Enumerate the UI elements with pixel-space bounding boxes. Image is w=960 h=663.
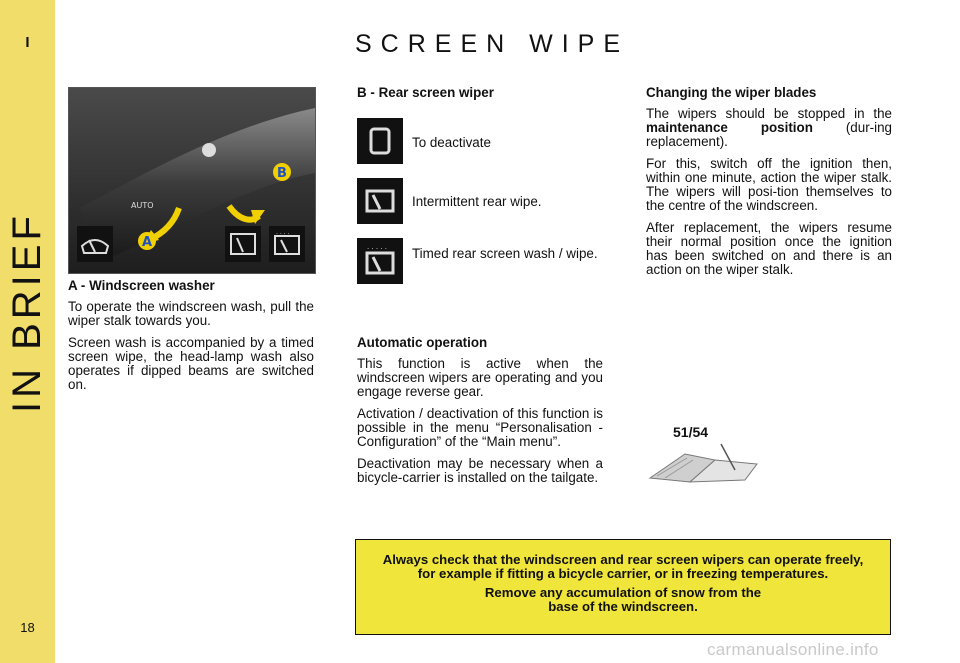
changing-blades-text-3: After replacement, the wipers resume their normal position once the ignition has been switched on and there is an action on the wiper stalk. [646, 220, 892, 277]
rear-wash-symbol-icon [269, 226, 305, 262]
rear-wiper-off-row [357, 118, 607, 166]
rear-wiper-wash-row [357, 238, 607, 286]
blades-text-post: (dur-ing replacement). [646, 120, 892, 149]
wiper-stalk-illustration [69, 88, 315, 273]
intermittent-wiper-icon [357, 178, 403, 224]
rear-wiper-heading: B - Rear screen wiper [357, 85, 494, 100]
windscreen-washer-section [68, 279, 314, 400]
warning-note-text-1: Always check that the windscreen and rear screen wipers can operate freely, for example if fitting a bicycle carrier, or in freezing temperatures. [382, 552, 864, 581]
stop-icon [357, 118, 403, 164]
automatic-operation-text-3: Deactivation may be necessary when a bicycle-carrier is installed on the tailgate. [357, 456, 603, 485]
rear-wiper-wash-text: Timed rear screen wash / wipe. [412, 246, 598, 261]
rear-wiper-intermittent-row [357, 178, 607, 226]
changing-blades-text-2: For this, switch off the ignition then, within one minute, action the wiper stalk. The wipers will posi-tion themselves to the centre of the windscreen. [646, 156, 892, 213]
watermark: carmanualsonline.info [707, 640, 879, 659]
wash-wiper-icon [357, 238, 403, 284]
page-title: SCREEN WIPE [355, 30, 630, 58]
windscreen-washer-text-2: Screen wash is accompanied by a timed screen wipe, the head-lamp wash also operates if dipped beams are switched on. [68, 335, 314, 392]
front-wash-symbol-icon [77, 226, 113, 262]
svg-text:. . . .: . . . . [276, 229, 290, 236]
open-book-icon [645, 440, 765, 485]
changing-blades-heading: Changing the wiper blades [646, 85, 817, 100]
page-reference: 51/54 [673, 424, 709, 440]
changing-blades-text-1 [646, 107, 892, 149]
maintenance-position-term: maintenance position [646, 120, 813, 135]
rear-wiper-section [357, 86, 607, 107]
rear-wiper-intermittent-text: Intermittent rear wipe. [412, 194, 542, 209]
svg-text:. . . . .: . . . . . [367, 243, 388, 251]
warning-note [355, 539, 891, 635]
automatic-operation-text-2: Activation / deactivation of this function is possible in the menu “Personalisation - Configuration” of the “Main menu”. [357, 406, 603, 449]
wiper-stalk-photo [68, 87, 316, 274]
sidebar [0, 0, 55, 663]
label-a: A [142, 235, 153, 250]
auto-label: AUTO [131, 201, 154, 210]
page-number: 18 [20, 620, 35, 635]
blades-text-pre: The wipers should be stopped in the [646, 106, 892, 121]
automatic-operation-text-1: This function is active when the windscreen wipers are operating and you engage reverse gear. [357, 356, 603, 399]
automatic-operation-heading: Automatic operation [357, 335, 488, 350]
section-marker: I [25, 34, 30, 51]
warning-note-text-2: Remove any accumulation of snow from the base of the windscreen. [484, 585, 762, 614]
label-b: B [277, 166, 287, 181]
automatic-operation-section [357, 336, 603, 493]
rear-wiper-symbol-icon [225, 226, 261, 262]
sidebar-title: IN BRIEF [5, 212, 49, 413]
rear-wiper-off-text: To deactivate [412, 135, 491, 150]
windscreen-washer-text-1: To operate the windscreen wash, pull the wiper stalk towards you. [68, 299, 314, 328]
changing-blades-section [646, 86, 892, 285]
windscreen-washer-heading: A - Windscreen washer [68, 278, 215, 293]
